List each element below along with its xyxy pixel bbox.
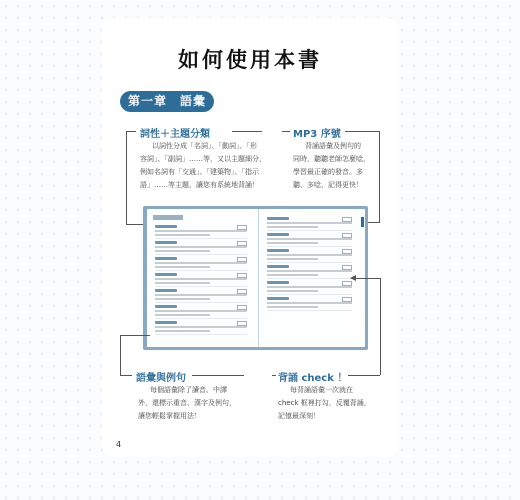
callout-text-line: 例如名詞有「交通」、「建築物」、「指示 (140, 168, 259, 176)
mini-entry (155, 241, 247, 255)
callout-line (120, 335, 121, 375)
callout-text-line: 讓您輕鬆掌握用法！ (138, 412, 201, 420)
callout-line (348, 375, 380, 376)
callout-text-line: check 框裡打勾，反覆背誦， (278, 399, 371, 407)
mini-entry (267, 217, 352, 231)
callout-heading-vocabulary: 語彙與例句 (136, 373, 186, 384)
mini-entry (155, 305, 247, 319)
callout-line (126, 131, 136, 132)
mini-entry (155, 273, 247, 287)
page-number: 4 (116, 440, 122, 449)
book-spread-illustration (143, 206, 368, 350)
callout-text-line: 每背誦語彙一次就在 (290, 386, 353, 394)
callout-line (345, 131, 379, 132)
callout-line (120, 375, 132, 376)
callout-text-line: 外，還標示重音、漢字及例句， (138, 399, 236, 407)
page-title: 如何使用本書 (178, 48, 322, 72)
callout-text-mp3 (293, 140, 383, 192)
callout-line (272, 375, 276, 376)
mini-entry (155, 321, 247, 335)
callout-line (192, 375, 244, 376)
callout-text-line: 記憶最深刻！ (278, 412, 320, 420)
book-pages (147, 209, 365, 347)
callout-text-line: 聽、多唸，記得更快！ (293, 181, 363, 189)
callout-text-line: 語」……等主題，讓您有系統地背誦！ (140, 181, 259, 189)
mini-entry (267, 249, 352, 263)
callout-heading-check: 背誦 check ！ (278, 373, 348, 384)
callout-text-line: 同時，聽聽老師怎麼唸， (293, 155, 370, 163)
arrow-left-icon (350, 275, 356, 281)
chapter-tab (361, 217, 364, 227)
callout-text-check (278, 384, 383, 423)
callout-line (232, 131, 262, 132)
callout-text-line: 容詞」、「副詞」……等，又以主題細分， (140, 155, 266, 163)
callout-text-line: 背誦語彙及例句的 (305, 142, 361, 150)
callout-text-line: 每個語彙除了讀音、中譯 (150, 386, 227, 394)
callout-line (282, 131, 290, 132)
mini-entry (155, 289, 247, 303)
callout-heading-mp3: MP3 序號 (293, 129, 341, 140)
callout-heading-part-of-speech: 詞性＋主題分類 (140, 129, 210, 140)
callout-text-part-of-speech (140, 140, 270, 192)
callout-line (126, 131, 127, 224)
callout-text-line: 學習最正確的發音。多 (293, 168, 363, 176)
book-spine (258, 209, 259, 347)
callout-text-line: 以詞性分成「名詞」、「動詞」、「形 (152, 142, 257, 150)
mini-entry (267, 265, 352, 279)
mini-entry (155, 257, 247, 271)
mini-entry (267, 233, 352, 247)
mini-page-header (153, 215, 183, 220)
callout-line (380, 278, 381, 375)
mini-entry (267, 281, 352, 295)
mini-entry (267, 297, 352, 311)
callout-line (356, 278, 380, 279)
callout-text-vocabulary (138, 384, 268, 423)
callout-line (120, 335, 150, 336)
chapter-badge: 第一章 語彙 (120, 91, 214, 112)
mini-entry (155, 225, 247, 239)
